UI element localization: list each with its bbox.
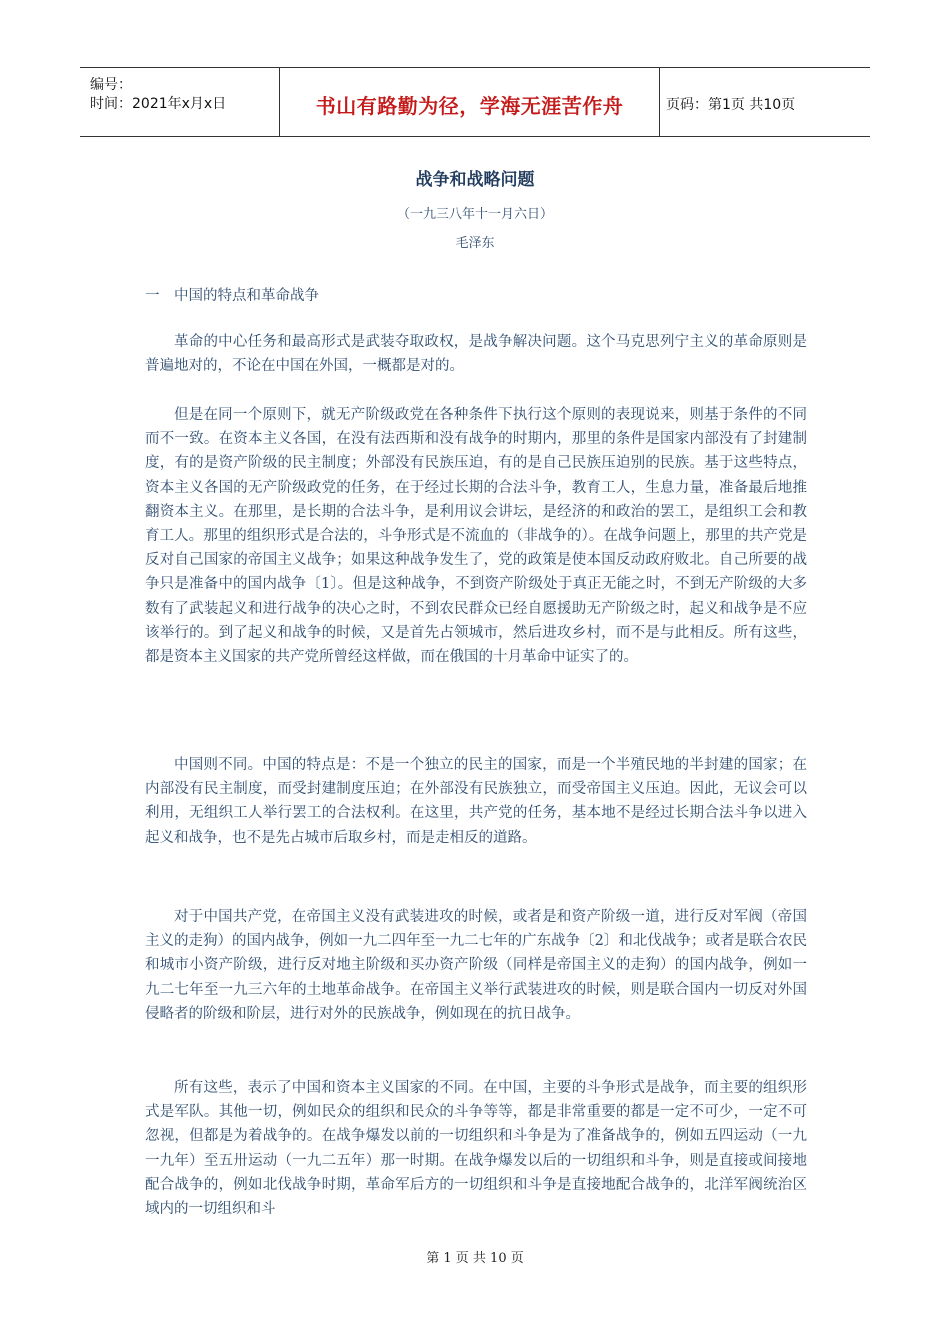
paragraph-text: 但是在同一个原则下，就无产阶级政党在各种条件下执行这个原则的表现说来，则基于条件的不同而不一致。在资本主义各国，在没有法西斯和没有战争的时期内，那里的条件是国家内部没有了封建制度，有的是资产阶级的民主制度；外部没有民族压迫，有的是自己民族压迫别的民族。基于这些特点，资本主义各国的无产阶级政党的任务，在于经过长期的合法斗争，教育工人，生息力量，准备最后地推翻资本主义。在那里，是长期的合法斗争，是利用议会讲坛，是经济的和政治的罢工，是组织工会和教育工人。那里的组织形式是合法的，斗争形式是不流血的（非战争的）。在战争问题上，那里的共产党是反对自己国家的帝国主义战争；如果这种战争发生了，党的政策是使本国反动政府败北。自己所要的战争只是准备中的国内战争〔1〕。但是这种战争，不到资产阶级处于真正无能之时，不到无产阶级的大多数有了武装起义和进行战争的决心之时，不到农民群众已经自愿援助无产阶级之时，起义和战争是不应该举行的。到了起义和战争的时候，又是首先占领城市，然后进攻乡村，而不是与此相反。所有这些，都是资本主义国家的共产党所曾经这样做，而在俄国的十月革命中证实了的。 [145,407,807,666]
paragraph-text: 中国则不同。中国的特点是：不是一个独立的民主的国家，而是一个半殖民地的半封建的国家；在内部没有民主制度，而受封建制度压迫；在外部没有民族独立，而受帝国主义压迫。因此，无议会可以利用，无组织工人举行罢工的合法权利。在这里，共产党的任务，基本地不是经过长期合法斗争以进入起义和战争，也不是先占城市后取乡村，而是走相反的道路。 [145,757,807,846]
header-meta-cell [80,68,280,136]
time-label: 时间：2021年x月x日 [90,96,227,112]
section-heading: 一 中国的特点和革命战争 [145,288,319,304]
header-motto-cell [280,68,660,136]
paragraph-text: 革命的中心任务和最高形式是武装夺取政权，是战争解决问题。这个马克思列宁主义的革命原则是普遍地对的，不论在中国在外国，一概都是对的。 [145,334,807,375]
document-header [80,67,870,137]
paragraph-2 [145,403,807,669]
header-page-cell [660,68,870,136]
serial-number-label: 编号： [90,77,132,93]
page-info: 页码：第1页 共10页 [666,97,796,113]
paragraph-5 [145,1076,807,1221]
paragraph-3 [145,753,807,850]
paragraph-text: 所有这些，表示了中国和资本主义国家的不同。在中国，主要的斗争形式是战争，而主要的组织形式是军队。其他一切，例如民众的组织和民众的斗争等等，都是非常重要的都是一定不可少，一定不可忽视，但都是为着战争的。在战争爆发以前的一切组织和斗争是为了准备战争的，例如五四运动（一九一九年）至五卅运动（一九二五年）那一时期。在战争爆发以后的一切组织和斗争，则是直接或间接地配合战争的，例如北伐战争时期，革命军后方的一切组织和斗争是直接地配合战争的，北洋军阀统治区域内的一切组织和斗 [145,1080,807,1218]
document-title: 战争和战略问题 [415,170,535,190]
paragraph-text: 对于中国共产党，在帝国主义没有武装进攻的时候，或者是和资产阶级一道，进行反对军阀（帝国主义的走狗）的国内战争，例如一九二四年至一九二七年的广东战争〔2〕和北伐战争；或者是联合农民和城市小资产阶级，进行反对地主阶级和买办资产阶级（同样是帝国主义的走狗）的国内战争，例如一九二七年至一九三六年的土地革命战争。在帝国主义举行武装进攻的时候，则是联合国内一切反对外国侵略者的阶级和阶层，进行对外的民族战争，例如现在的抗日战争。 [145,909,807,1022]
paragraph-1 [145,330,807,378]
paragraph-4 [145,905,807,1026]
document-date: （一九三八年十一月六日） [396,207,553,222]
page-footer: 第 1 页 共 10 页 [426,1251,524,1266]
motto-text: 书山有路勤为径，学海无涯苦作舟 [315,94,624,118]
document-author: 毛泽东 [455,236,495,251]
